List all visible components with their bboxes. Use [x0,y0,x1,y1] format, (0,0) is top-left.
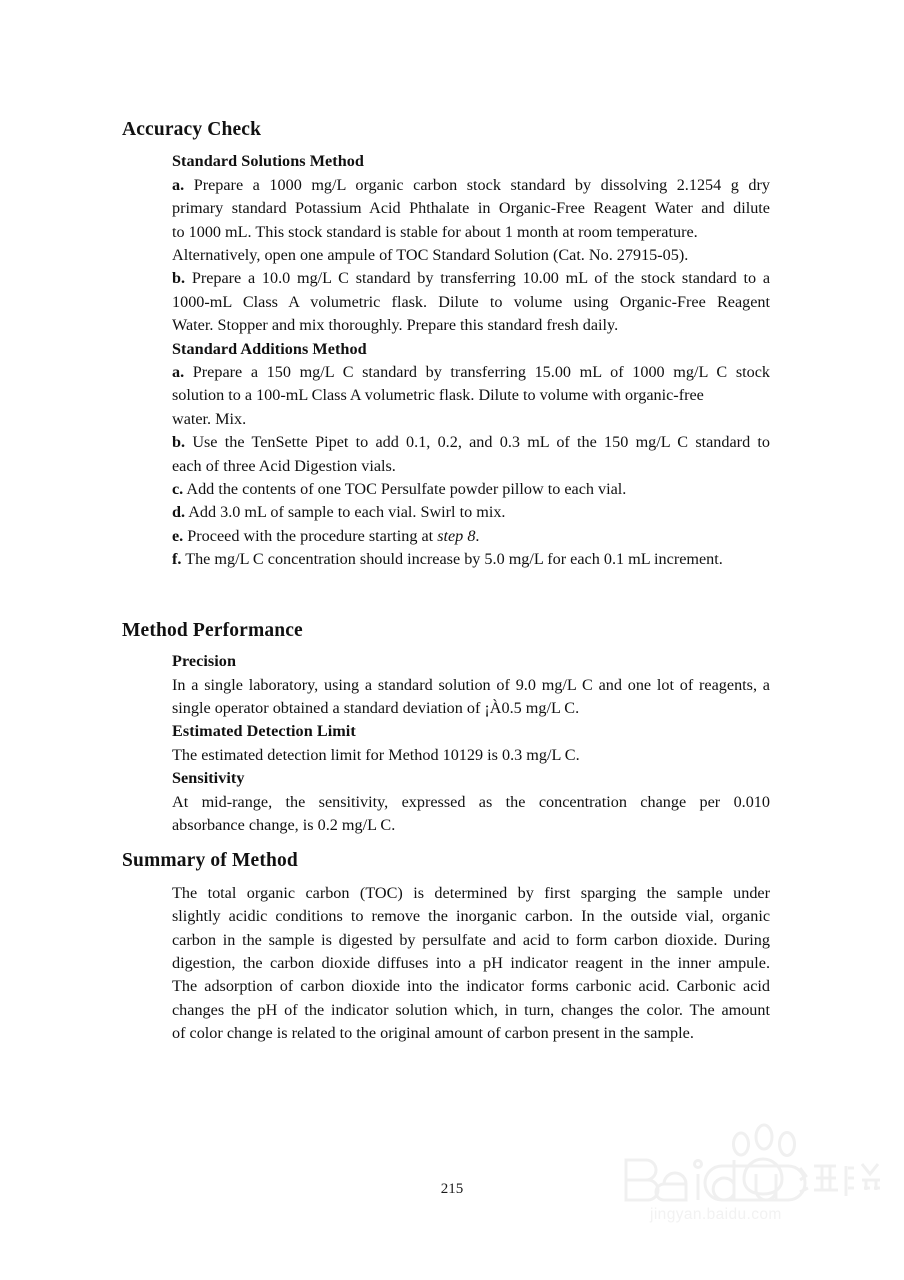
item-line: water. Mix. [172,409,247,428]
list-item-f-standard-additions [172,548,770,571]
text-line: changes the pH of the indicator solution which, in turn, changes the color. The amount [172,1000,770,1019]
subsection-heading-precision: Precision [172,652,236,671]
text-line: In a single laboratory, using a standard solution of 9.0 mg/L C and one lot of reagents, a [172,675,770,694]
item-line: primary standard Potassium Acid Phthalate in Organic-Free Reagent Water and dilute [172,199,770,218]
item-lead-d: d. [172,503,186,522]
item-line: solution to a 100-mL Class A volumetric flask. Dilute to volume with organic-free [172,386,704,405]
item-line: 1000-mL Class A volumetric flask. Dilute to volume using Organic-Free Reagent [172,292,770,311]
accuracy-check-body [172,150,770,571]
item-line: Prepare a 1000 mg/L organic carbon stock standard by dissolving 2.1254 g dry [193,175,770,194]
text-line: carbon in the sample is digested by persulfate and acid to form carbon dioxide. During [172,930,770,949]
text-line: The estimated detection limit for Method 10129 is 0.3 mg/L C. [172,745,580,764]
baidu-logo-icon [616,1122,882,1212]
item-text: Proceed with the procedure starting at [187,526,438,545]
text-line: The adsorption of carbon dioxide into the indicator forms carbonic acid. Carbonic acid [172,977,770,996]
item-text: Add the contents of one TOC Persulfate powder pillow to each vial. [186,480,627,499]
estimated-detection-limit-text [172,744,770,767]
item-line: to 1000 mL. This stock standard is stable for about 1 month at room temperature. [172,222,698,241]
subsection-heading-sensitivity: Sensitivity [172,769,245,788]
item-line: Alternatively, open one ampule of TOC Standard Solution (Cat. No. 27915-05). [172,246,689,265]
text-line: of color change is related to the original amount of carbon present in the sample. [172,1024,694,1043]
item-lead-a: a. [172,175,185,194]
item-line: Prepare a 10.0 mg/L C standard by transferring 10.00 mL of the stock standard to a [191,269,771,288]
section-heading-method-performance: Method Performance [122,619,303,641]
method-performance-body [172,650,770,837]
watermark-url: jingyan.baidu.com [650,1206,782,1223]
list-item-a-standard-solutions [172,174,770,268]
item-lead-f: f. [172,550,182,569]
subsection-heading-standard-additions-method: Standard Additions Method [172,339,367,358]
item-line: Prepare a 150 mg/L C standard by transferring 15.00 mL of 1000 mg/L C stock [192,363,770,382]
item-text: Add 3.0 mL of sample to each vial. Swirl to mix. [188,503,506,522]
text-line: single operator obtained a standard deviation of ¡À0.5 mg/L C. [172,698,580,717]
text-line: slightly acidic conditions to remove the inorganic carbon. In the outside vial, organic [172,907,770,926]
step-reference: step 8 [437,526,476,545]
precision-text [172,674,770,721]
item-lead-e: e. [172,526,184,545]
section-heading-accuracy-check: Accuracy Check [122,119,262,140]
item-lead-b: b. [172,433,186,452]
item-text-tail: . [475,526,480,545]
subsection-heading-estimated-detection-limit: Estimated Detection Limit [172,722,356,741]
list-item-a-standard-additions [172,361,770,431]
sensitivity-text [172,791,770,838]
list-item-b-standard-additions [172,431,770,478]
summary-of-method-body [172,882,770,1046]
item-lead-b: b. [172,269,186,288]
summary-of-method-paragraph [172,882,770,1046]
text-line: absorbance change, is 0.2 mg/L C. [172,815,396,834]
list-item-c-standard-additions [172,478,770,501]
section-heading-summary-of-method: Summary of Method [122,850,298,872]
page-content [122,118,770,1046]
item-line: Use the TenSette Pipet to add 0.1, 0.2, and 0.3 mL of the 150 mg/L C standard to [192,433,770,452]
text-line: At mid-range, the sensitivity, expressed as the concentration change per 0.010 [172,792,770,811]
item-text: The mg/L C concentration should increase by 5.0 mg/L for each 0.1 mL increment. [185,550,723,569]
text-line: The total organic carbon (TOC) is determined by first sparging the sample under [172,883,770,902]
text-line: digestion, the carbon dioxide diffuses into a pH indicator reagent in the inner ampule. [172,953,770,972]
item-lead-c: c. [172,480,184,499]
baidu-jingyan-watermark [616,1122,882,1226]
list-item-e-standard-additions [172,525,770,548]
page-number: 215 [440,1181,464,1197]
item-line: each of three Acid Digestion vials. [172,456,396,475]
list-item-d-standard-additions [172,501,770,524]
item-line: Water. Stopper and mix thoroughly. Prepare this standard fresh daily. [172,316,619,335]
item-lead-a: a. [172,363,185,382]
list-item-b-standard-solutions [172,267,770,337]
subsection-heading-standard-solutions-method: Standard Solutions Method [172,152,364,171]
